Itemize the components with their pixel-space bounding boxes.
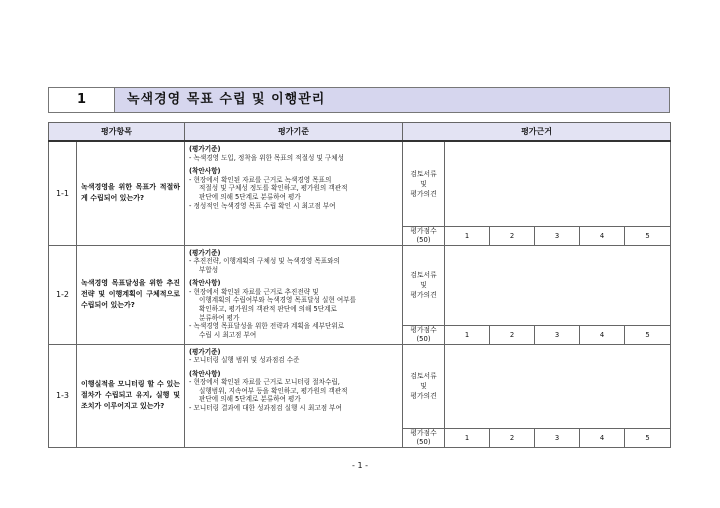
focus-line: - 정성적인 녹색경영 목표 수립 확인 시 최고점 부여	[189, 201, 336, 210]
score-2[interactable]: 2	[490, 428, 535, 447]
score-2[interactable]: 2	[490, 325, 535, 344]
doc-label-line: 평가의견	[410, 291, 437, 299]
focus-line: - 녹색경영 목표달성을 위한 전략과 계획을 세부단위로	[189, 322, 345, 331]
score-label-line: (50)	[416, 235, 431, 244]
score-label-line: (50)	[416, 334, 431, 343]
evaluation-criteria	[185, 141, 403, 245]
section-number: 1	[49, 88, 115, 112]
doc-label-line: 검토서류	[410, 372, 437, 380]
focus-line: - 현장에서 확인된 자료를 근거로 녹색경영 목표의	[189, 175, 332, 184]
row-number: 1-2	[49, 245, 77, 344]
score-label-line: (50)	[416, 437, 431, 446]
focus-line: - 현장에서 확인된 자료를 근거로 추진전략 및	[189, 287, 319, 296]
score-label-line: 평가점수	[410, 428, 437, 437]
evaluation-item: 녹색경영을 위한 목표가 적절하게 수립되어 있는가?	[77, 141, 185, 245]
score-label-line: 평가점수	[410, 226, 437, 235]
header-criteria: 평가기준	[185, 123, 403, 142]
evaluation-criteria	[185, 344, 403, 447]
doc-label-line: 검토서류	[410, 271, 437, 279]
score-label-line: 평가점수	[410, 325, 437, 334]
focus-heading: (착안사항)	[189, 167, 221, 176]
header-item: 평가항목	[49, 123, 185, 142]
score-1[interactable]: 1	[445, 428, 490, 447]
doc-label-line: 검토서류	[410, 169, 437, 178]
doc-label	[403, 344, 445, 428]
table-row	[49, 245, 671, 325]
doc-label	[403, 141, 445, 226]
evaluation-item: 녹색경영 목표달성을 위한 추진전략 및 이행계획이 구체적으로 수립되어 있는가?	[77, 245, 185, 344]
doc-label-line: 및	[420, 179, 427, 188]
score-5[interactable]: 5	[625, 428, 671, 447]
row-number: 1-1	[49, 141, 77, 245]
opinion-cell[interactable]	[445, 141, 671, 226]
table-row	[49, 344, 671, 428]
table-row	[49, 141, 671, 226]
criteria-line: - 추진전략, 이행계획의 구체성 및 녹색경영 목표와의	[189, 257, 340, 266]
criteria-heading: (평가기준)	[189, 347, 221, 356]
focus-heading: (착안사항)	[189, 279, 221, 288]
criteria-heading: (평가기준)	[189, 145, 221, 153]
criteria-heading: (평가기준)	[189, 248, 221, 257]
opinion-cell[interactable]	[445, 245, 671, 325]
doc-label-line: 평가의견	[410, 189, 437, 198]
score-label	[403, 226, 445, 245]
table-header-row	[49, 123, 671, 142]
evaluation-table	[48, 122, 671, 448]
page-number: - 1 -	[352, 461, 368, 470]
focus-line-cont: 실행범위, 지속여부 등을 확인하고, 평가원의 객관적	[199, 386, 348, 395]
focus-line: - 현장에서 확인된 자료를 근거로 모니터링 절차수립,	[189, 378, 340, 387]
score-4[interactable]: 4	[580, 226, 625, 245]
row-number: 1-3	[49, 344, 77, 447]
criteria-line-cont: 부합성	[199, 265, 219, 274]
score-3[interactable]: 3	[535, 428, 580, 447]
doc-label	[403, 245, 445, 325]
score-5[interactable]: 5	[625, 325, 671, 344]
focus-line-cont: 확인하고, 평가원의 객관적 판단에 의해 5단계로	[199, 305, 337, 314]
focus-line-cont: 적절성 및 구체성 정도를 확인하고, 평가원의 객관적	[199, 184, 348, 193]
doc-label-line: 및	[420, 281, 427, 289]
score-3[interactable]: 3	[535, 226, 580, 245]
opinion-cell[interactable]	[445, 344, 671, 428]
focus-heading: (착안사항)	[189, 369, 221, 378]
evaluation-item: 이행실적을 모니터링 할 수 있는 절차가 수립되고 유지, 실행 및 조치가 이루어지고 있는가?	[77, 344, 185, 447]
score-5[interactable]: 5	[625, 226, 671, 245]
focus-line-cont: 판단에 의해 5단계로 분류하여 평가	[199, 395, 301, 404]
score-1[interactable]: 1	[445, 226, 490, 245]
score-label	[403, 325, 445, 344]
score-3[interactable]: 3	[535, 325, 580, 344]
score-4[interactable]: 4	[580, 428, 625, 447]
section-title-bar	[48, 87, 670, 113]
section-title: 녹색경영 목표 수립 및 이행관리	[127, 92, 326, 107]
score-2[interactable]: 2	[490, 226, 535, 245]
focus-line-cont: 수립 시 최고점 부여	[199, 330, 257, 339]
focus-line-cont: 분류하여 평가	[199, 313, 240, 322]
header-evidence: 평가근거	[403, 123, 671, 142]
criteria-line: - 녹색경영 도입, 정착을 위한 목표의 적절성 및 구체성	[189, 153, 345, 162]
focus-line: - 모니터링 결과에 대한 성과점검 실행 시 최고점 부여	[189, 404, 342, 413]
evaluation-criteria	[185, 245, 403, 344]
score-1[interactable]: 1	[445, 325, 490, 344]
score-4[interactable]: 4	[580, 325, 625, 344]
score-label	[403, 428, 445, 447]
doc-label-line: 및	[420, 382, 427, 390]
focus-line-cont: 이행계획의 수립여부와 녹색경영 목표달성 실현 여부를	[199, 296, 356, 305]
doc-label-line: 평가의견	[410, 392, 437, 400]
focus-line-cont: 판단에 의해 5단계로 분류하여 평가	[199, 192, 301, 201]
criteria-line: - 모니터링 실행 범위 및 성과점검 수준	[189, 356, 300, 365]
